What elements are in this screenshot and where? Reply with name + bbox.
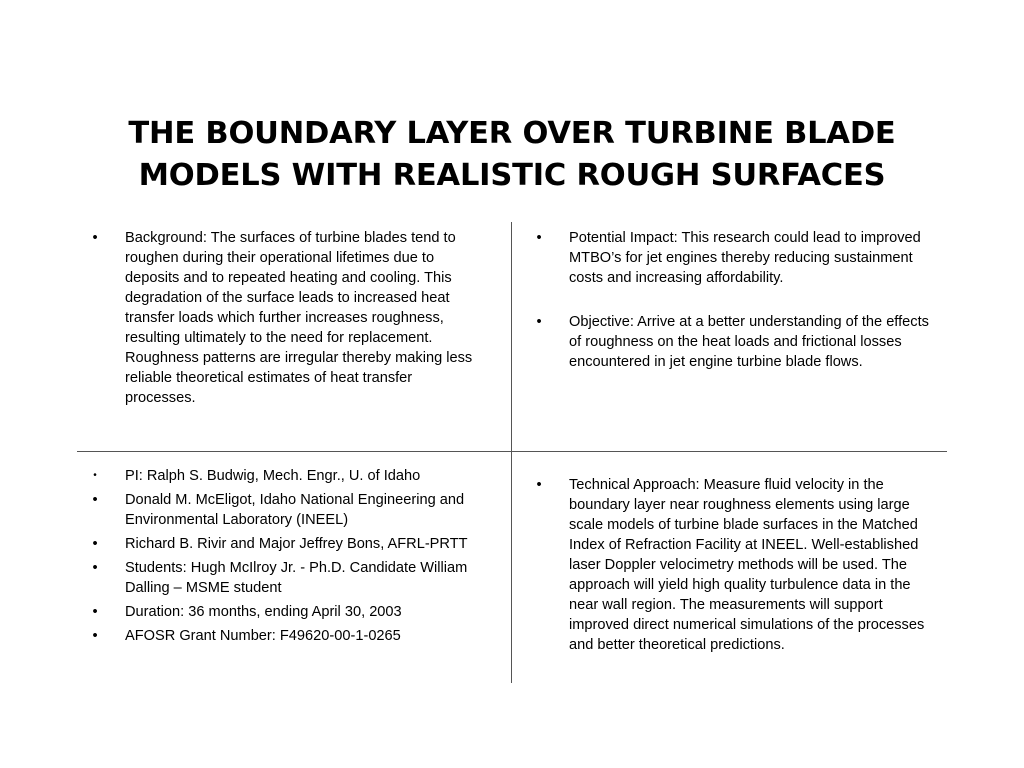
vertical-divider — [511, 222, 512, 683]
objective-text: Objective: Arrive at a better understanding of the effects of roughness on the heat loads and frictional losses encountered in jet engine turbine blade flows. — [569, 314, 929, 370]
afrl-text: Richard B. Rivir and Major Jeffrey Bons, AFRL-PRTT — [125, 536, 468, 552]
personnel-section — [92, 466, 490, 650]
list-item-duration — [92, 602, 490, 622]
slide-title-line-1: THE BOUNDARY LAYER OVER TURBINE BLADE — [128, 116, 896, 152]
grant-text: AFOSR Grant Number: F49620-00-1-0265 — [125, 628, 401, 644]
bullet-icon: • — [92, 560, 98, 576]
coinvestigator-text: Donald M. McEligot, Idaho National Engineering and Environmental Laboratory (INEEL) — [125, 492, 465, 528]
list-item-coinvestigator — [92, 490, 490, 530]
horizontal-divider — [77, 451, 947, 452]
bullet-icon: • — [93, 470, 97, 481]
bullet-icon: • — [92, 536, 98, 552]
list-item-background — [92, 228, 485, 408]
bullet-icon: • — [536, 314, 542, 330]
bullet-icon: • — [92, 492, 98, 508]
bullet-icon: • — [536, 230, 542, 246]
technical-approach-section — [536, 475, 939, 655]
potential-impact-text: Potential Impact: This research could lead to improved MTBO’s for jet engines thereby reducing sustainment costs and increasing affordability. — [569, 230, 921, 286]
slide-title-line-2: MODELS WITH REALISTIC ROUGH SURFACES — [138, 158, 886, 194]
bullet-icon: • — [92, 230, 98, 246]
bullet-icon: • — [92, 628, 98, 644]
impact-objective-section — [536, 228, 934, 372]
list-item-objective — [536, 312, 934, 372]
bullet-icon: • — [536, 477, 542, 493]
bullet-icon: • — [92, 604, 98, 620]
list-item-grant — [92, 626, 490, 646]
list-item-technical-approach — [536, 475, 939, 655]
duration-text: Duration: 36 months, ending April 30, 2003 — [125, 604, 402, 620]
background-text: Background: The surfaces of turbine blades tend to roughen during their operational lifetimes due to deposits and to repeated heating and cooling. This degradation of the surface leads to increased heat transfer loads which further increases roughness, resulting ultimately to the need for replacement. Roughness patterns are irregular thereby making less reliable theoretical estimates of heat transfer processes. — [125, 230, 473, 406]
background-section — [92, 228, 485, 408]
list-item-potential-impact — [536, 228, 934, 288]
technical-approach-text: Technical Approach: Measure fluid velocity in the boundary layer near roughness elements using large scale models of turbine blade surfaces in the Matched Index of Refraction Facility at INEEL. Well-established laser Doppler velocimetry methods will be used. The approach will yield high quality turbulence data in the near wall region. The measurements will support improved direct numerical simulations of the processes and better theoretical predictions. — [569, 477, 925, 653]
list-item-pi — [93, 466, 490, 486]
students-text: Students: Hugh McIlroy Jr. - Ph.D. Candidate William Dalling – MSME student — [125, 560, 468, 596]
pi-text: PI: Ralph S. Budwig, Mech. Engr., U. of Idaho — [125, 468, 421, 484]
list-item-students — [92, 558, 490, 598]
list-item-afrl — [92, 534, 490, 554]
slide-title — [40, 113, 984, 197]
